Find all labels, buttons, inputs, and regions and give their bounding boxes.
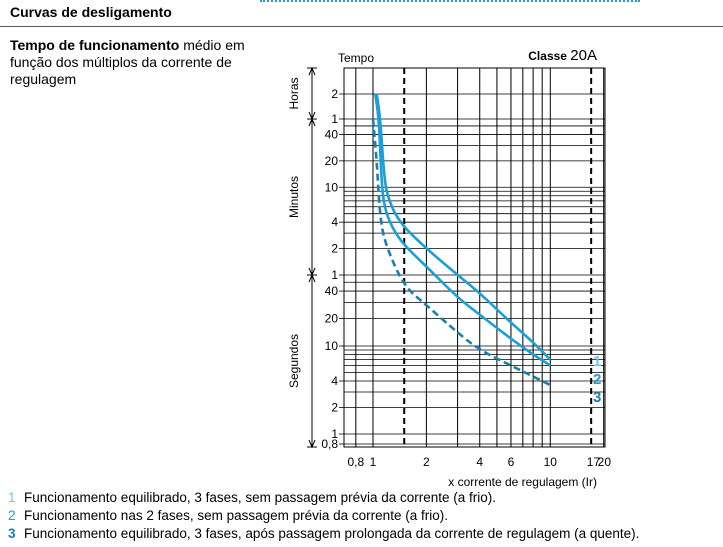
legend [8, 489, 639, 543]
y-tick-label-2-0: 40 [324, 284, 338, 299]
page-title: Curvas de desligamento [10, 4, 172, 20]
legend-item-3 [8, 525, 639, 543]
y-tick-label-2-4: 2 [331, 400, 338, 415]
y-section-label-2: Segundos [287, 333, 301, 389]
legend-text-3: Funcionamento equilibrado, 3 fases, após passagem prolongada da corrente de regulagem (a quente). [24, 526, 640, 541]
legend-num-1: 1 [8, 490, 16, 505]
legend-num-2: 2 [8, 508, 16, 523]
y-tick-label-2-2: 10 [324, 339, 338, 353]
y-tick-label-1-2: 10 [324, 180, 338, 195]
y-tick-label-1-0: 40 [324, 127, 338, 142]
x-axis-title: x corrente de regulagem (Ir) [448, 475, 597, 489]
y-section-label-0: Horas [287, 77, 301, 110]
y-tick-label-1-4: 2 [331, 241, 338, 256]
y-tick-label-0-1: 1 [331, 112, 338, 126]
curve-label-2: 2 [593, 371, 602, 388]
x-tick-label-2: 2 [423, 455, 430, 469]
y-tick-label-1-3: 4 [331, 215, 338, 230]
chart-title: Classe 20A [528, 47, 597, 64]
x-tick-label-3: 4 [476, 455, 484, 469]
y-axis-title: Tempo [337, 51, 375, 65]
description-rest: médio em função dos múltiplos da corrente de regulagem [10, 37, 245, 87]
y-section-label-1: Minutos [287, 175, 301, 219]
curve-series-3 [373, 119, 550, 385]
curve-label-3: 3 [593, 389, 602, 406]
curve-series-1 [377, 94, 551, 360]
x-tick-label-4: 6 [507, 455, 515, 469]
y-tick-label-1-5: 1 [331, 268, 338, 282]
y-tick-label-2-5: 1 [331, 427, 338, 441]
x-tick-label-7: 20 [597, 455, 612, 469]
y-tick-label-1-1: 20 [324, 153, 338, 168]
legend-item-1 [8, 489, 639, 507]
y-tick-label-2-1: 20 [324, 311, 338, 326]
y-tick-label-2-3: 4 [331, 374, 338, 389]
description-bold: Tempo de funcionamento [10, 37, 180, 53]
curve-label-1: 1 [593, 353, 602, 370]
y-tick-label-2-6: 0,8 [321, 437, 338, 451]
legend-item-2 [8, 507, 639, 525]
x-tick-label-0: 0,8 [347, 455, 365, 469]
x-tick-label-1: 1 [369, 455, 377, 469]
x-tick-label-6: 17 [586, 455, 601, 469]
legend-text-2: Funcionamento nas 2 fases, sem passagem prévia da corrente (a frio). [24, 508, 448, 523]
y-tick-label-0-0: 2 [331, 87, 338, 101]
legend-text-1: Funcionamento equilibrado, 3 fases, sem passagem prévia da corrente (a frio). [24, 490, 496, 505]
plot-frame [344, 68, 605, 447]
legend-num-3: 3 [8, 526, 16, 541]
x-tick-label-5: 10 [543, 455, 557, 469]
